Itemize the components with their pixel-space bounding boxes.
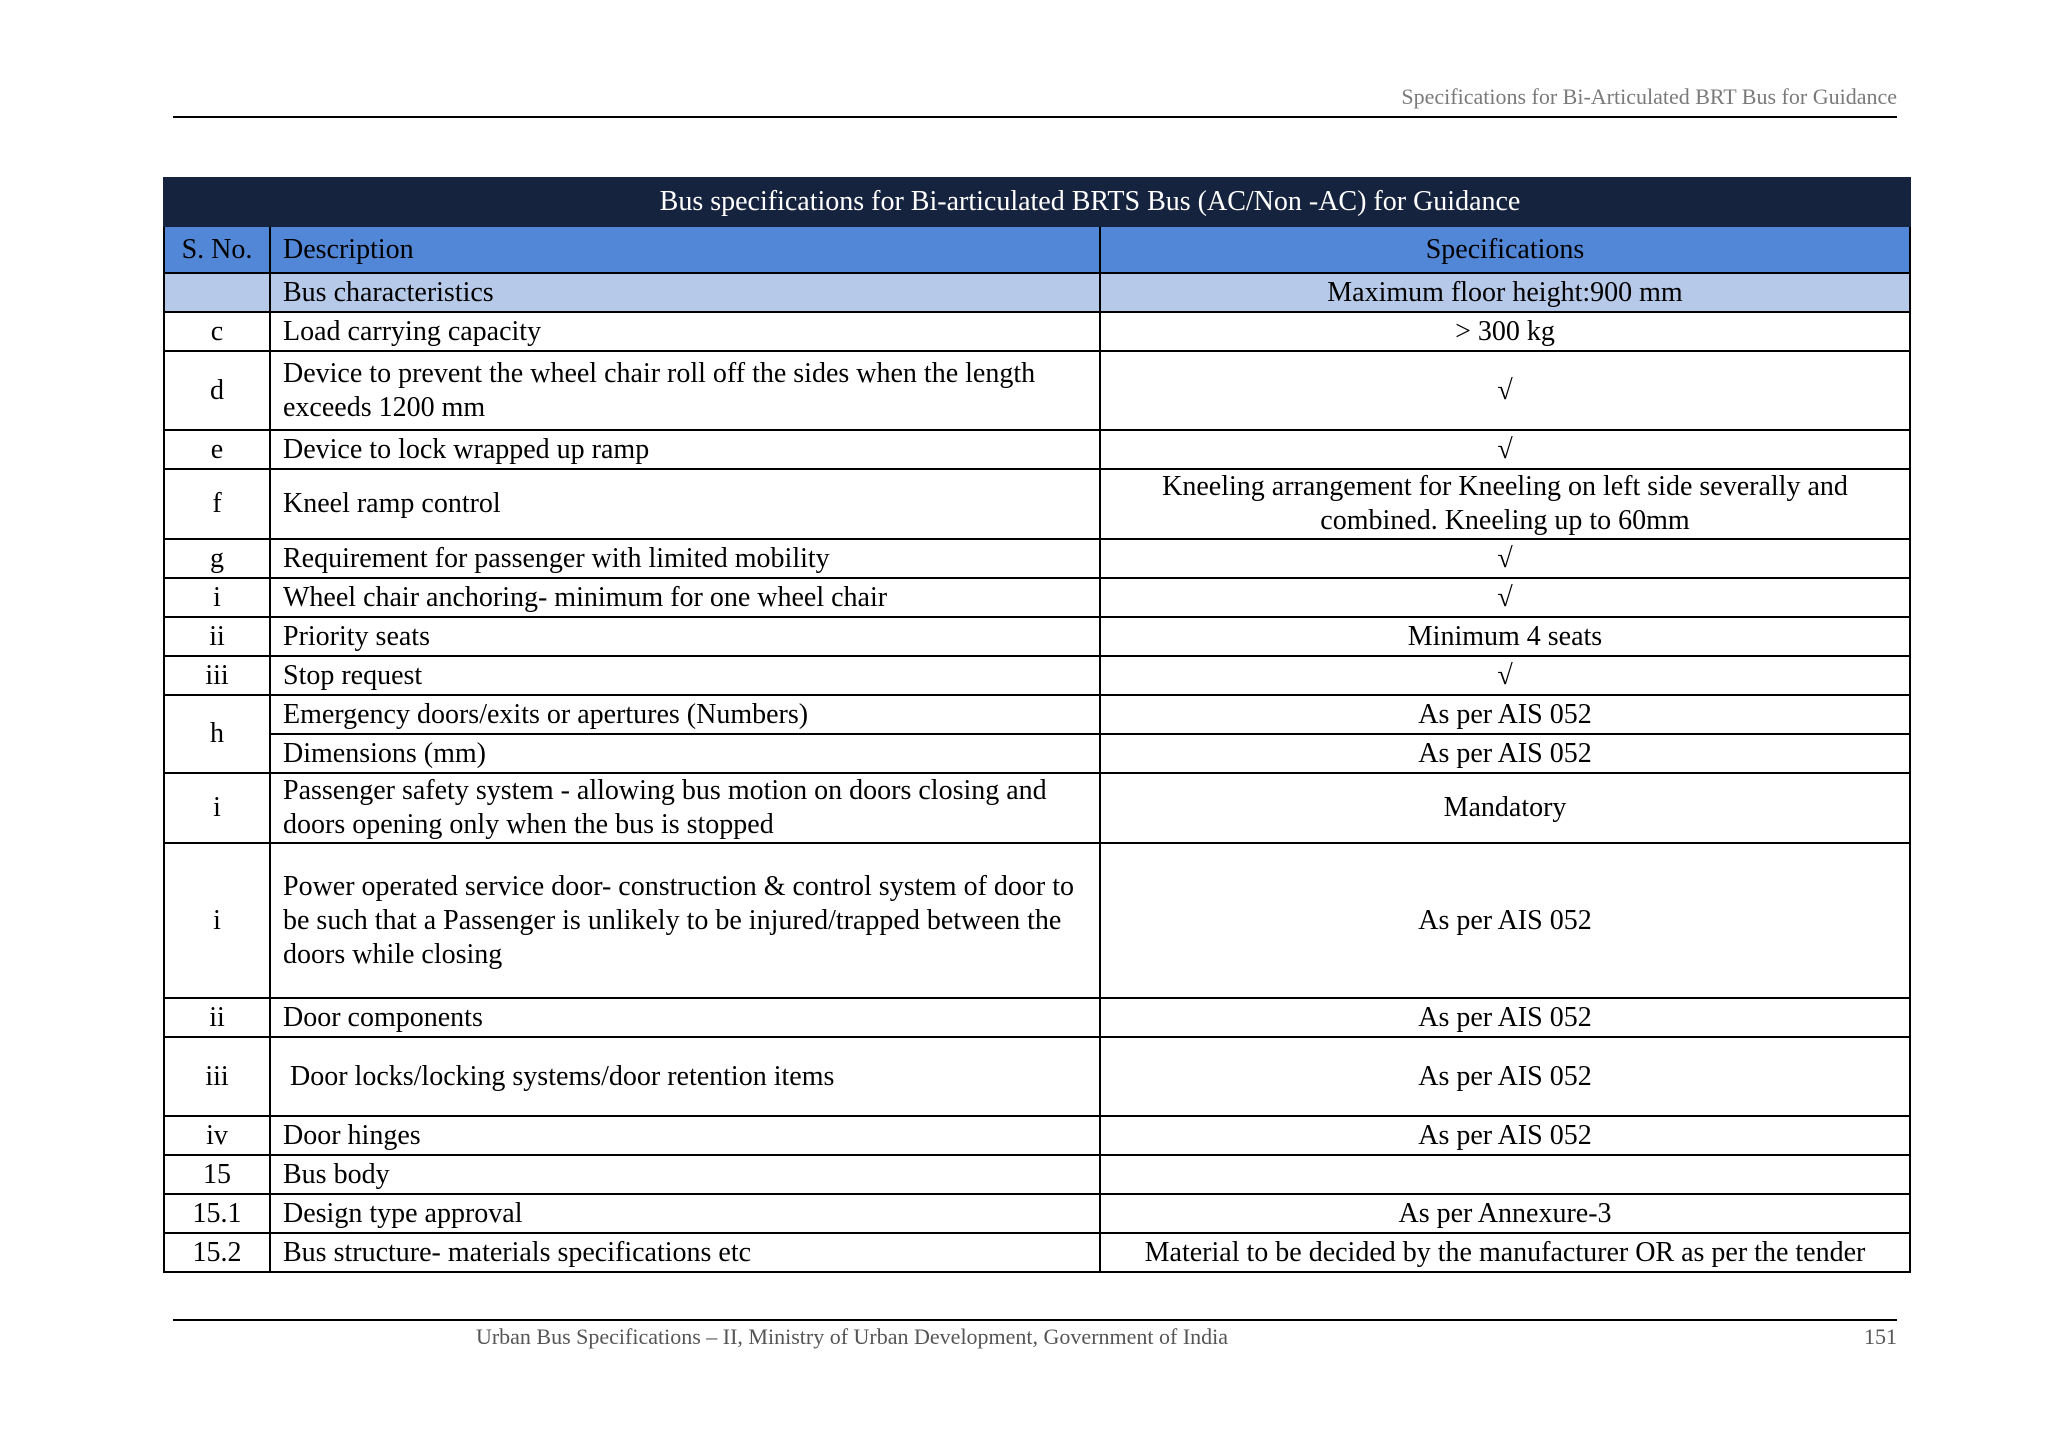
table-row	[164, 773, 1910, 843]
table-row	[164, 1194, 1910, 1233]
footer-rule	[173, 1319, 1897, 1321]
table-row	[164, 617, 1910, 656]
row-sno: ii	[164, 617, 270, 656]
row-spec: As per AIS 052	[1100, 998, 1910, 1037]
section-row	[164, 273, 1910, 312]
row-description: Wheel chair anchoring- minimum for one wheel chair	[270, 578, 1100, 617]
title-blank-cell	[164, 178, 270, 226]
row-sno: iii	[164, 1037, 270, 1116]
row-sno: d	[164, 351, 270, 430]
column-header-sno: S. No.	[164, 226, 270, 273]
table-row	[164, 656, 1910, 695]
row-sno: 15	[164, 1155, 270, 1194]
row-sno: e	[164, 430, 270, 469]
row-sno: g	[164, 539, 270, 578]
row-sno: f	[164, 469, 270, 539]
row-spec: √	[1100, 539, 1910, 578]
row-sno: 15.1	[164, 1194, 270, 1233]
row-spec: √	[1100, 430, 1910, 469]
header-rule	[173, 116, 1897, 118]
row-description: Load carrying capacity	[270, 312, 1100, 351]
row-sno: i	[164, 773, 270, 843]
table-title-row	[164, 178, 1910, 226]
row-description: Design type approval	[270, 1194, 1100, 1233]
row-description: Emergency doors/exits or apertures (Numbers)	[270, 695, 1100, 734]
row-spec: Material to be decided by the manufacturer OR as per the tender	[1100, 1233, 1910, 1272]
table-row	[164, 843, 1910, 998]
row-description: Requirement for passenger with limited mobility	[270, 539, 1100, 578]
row-description: Bus body	[270, 1155, 1100, 1194]
row-spec: Minimum 4 seats	[1100, 617, 1910, 656]
row-spec: Kneeling arrangement for Kneeling on left side severally and combined. Kneeling up to 60mm	[1100, 469, 1910, 539]
row-spec: As per AIS 052	[1100, 1037, 1910, 1116]
column-header-specifications: Specifications	[1100, 226, 1910, 273]
row-sno: h	[164, 695, 270, 773]
table-row	[164, 734, 1910, 773]
row-spec: √	[1100, 578, 1910, 617]
row-spec: As per AIS 052	[1100, 1116, 1910, 1155]
row-sno: iv	[164, 1116, 270, 1155]
row-sno: i	[164, 843, 270, 998]
table-row	[164, 1233, 1910, 1272]
row-spec: As per Annexure-3	[1100, 1194, 1910, 1233]
row-description: Device to prevent the wheel chair roll off the sides when the length exceeds 1200 mm	[270, 351, 1100, 430]
table-row	[164, 351, 1910, 430]
row-spec: > 300 kg	[1100, 312, 1910, 351]
table-row	[164, 1116, 1910, 1155]
row-spec: √	[1100, 656, 1910, 695]
table-row	[164, 1037, 1910, 1116]
page-number: 151	[1864, 1324, 1897, 1349]
table-row	[164, 998, 1910, 1037]
column-header-row	[164, 226, 1910, 273]
row-description: Door locks/locking systems/door retention items	[270, 1037, 1100, 1116]
table-row	[164, 578, 1910, 617]
row-description: Stop request	[270, 656, 1100, 695]
row-description: Bus structure- materials specifications etc	[270, 1233, 1100, 1272]
row-description: Power operated service door- construction & control system of door to be such that a Passenger is unlikely to be injured/trapped between the doors while closing	[270, 843, 1100, 998]
table-row	[164, 469, 1910, 539]
row-description: Passenger safety system - allowing bus motion on doors closing and doors opening only when the bus is stopped	[270, 773, 1100, 843]
spec-table	[163, 177, 1911, 1273]
table-row	[164, 695, 1910, 734]
row-sno: iii	[164, 656, 270, 695]
column-header-description: Description	[270, 226, 1100, 273]
table-title: Bus specifications for Bi-articulated BRTS Bus (AC/Non -AC) for Guidance	[270, 178, 1910, 226]
table-row	[164, 312, 1910, 351]
footer-text: Urban Bus Specifications – II, Ministry of Urban Development, Government of India	[475, 1324, 1229, 1349]
row-spec: As per AIS 052	[1100, 843, 1910, 998]
table-row	[164, 430, 1910, 469]
row-sno: ii	[164, 998, 270, 1037]
running-header: Specifications for Bi-Articulated BRT Bus for Guidance	[1401, 84, 1897, 109]
row-sno: c	[164, 312, 270, 351]
row-description: Kneel ramp control	[270, 469, 1100, 539]
row-sno: 15.2	[164, 1233, 270, 1272]
row-spec: √	[1100, 351, 1910, 430]
row-sno: i	[164, 578, 270, 617]
table-row	[164, 1155, 1910, 1194]
section-description: Bus characteristics	[270, 273, 1100, 312]
row-spec	[1100, 1155, 1910, 1194]
table-row	[164, 539, 1910, 578]
section-sno	[164, 273, 270, 312]
row-description: Door components	[270, 998, 1100, 1037]
row-spec: As per AIS 052	[1100, 734, 1910, 773]
section-spec: Maximum floor height:900 mm	[1100, 273, 1910, 312]
row-description: Door hinges	[270, 1116, 1100, 1155]
row-description: Device to lock wrapped up ramp	[270, 430, 1100, 469]
row-spec: As per AIS 052	[1100, 695, 1910, 734]
row-spec: Mandatory	[1100, 773, 1910, 843]
row-description: Dimensions (mm)	[270, 734, 1100, 773]
row-description: Priority seats	[270, 617, 1100, 656]
